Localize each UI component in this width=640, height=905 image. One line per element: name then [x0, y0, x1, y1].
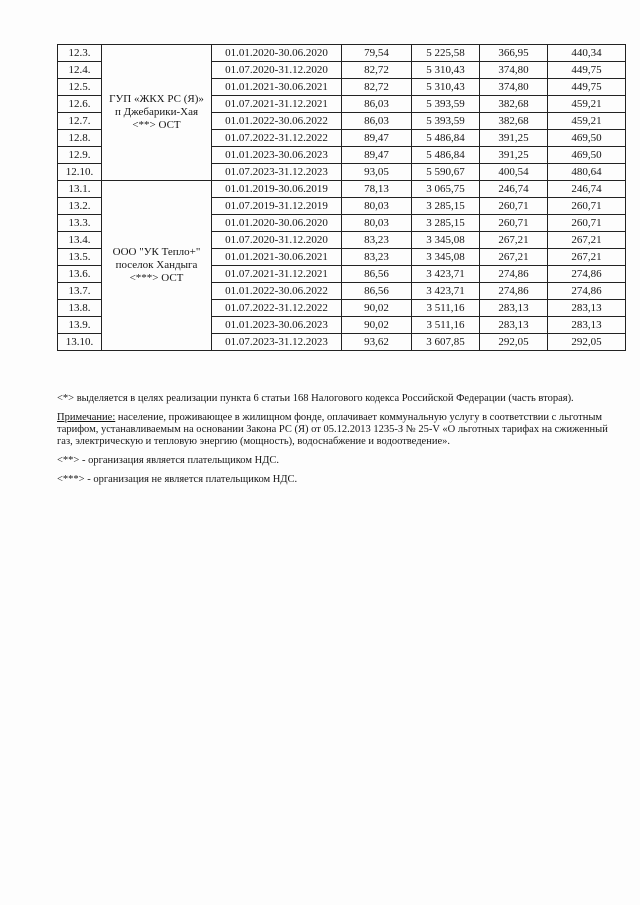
value-cell: 374,80 — [480, 62, 548, 79]
row-number: 13.2. — [58, 198, 102, 215]
value-cell: 3 511,16 — [412, 317, 480, 334]
value-cell: 80,03 — [342, 215, 412, 232]
value-cell: 260,71 — [548, 215, 626, 232]
period-cell: 01.07.2021-31.12.2021 — [212, 96, 342, 113]
period-cell: 01.07.2023-31.12.2023 — [212, 164, 342, 181]
value-cell: 93,62 — [342, 334, 412, 351]
period-cell: 01.01.2020-30.06.2020 — [212, 45, 342, 62]
row-number: 13.4. — [58, 232, 102, 249]
value-cell: 366,95 — [480, 45, 548, 62]
value-cell: 267,21 — [548, 249, 626, 266]
row-number: 13.1. — [58, 181, 102, 198]
notes-section — [57, 393, 623, 493]
row-number: 13.7. — [58, 283, 102, 300]
row-number: 13.6. — [58, 266, 102, 283]
row-number: 12.3. — [58, 45, 102, 62]
row-number: 13.10. — [58, 334, 102, 351]
value-cell: 86,56 — [342, 283, 412, 300]
value-cell: 440,34 — [548, 45, 626, 62]
value-cell: 274,86 — [480, 283, 548, 300]
period-cell: 01.07.2020-31.12.2020 — [212, 62, 342, 79]
row-number: 12.9. — [58, 147, 102, 164]
value-cell: 260,71 — [480, 198, 548, 215]
value-cell: 246,74 — [548, 181, 626, 198]
table-row — [58, 181, 626, 198]
value-cell: 82,72 — [342, 62, 412, 79]
value-cell: 459,21 — [548, 113, 626, 130]
row-number: 13.9. — [58, 317, 102, 334]
period-cell: 01.07.2022-31.12.2022 — [212, 300, 342, 317]
value-cell: 400,54 — [480, 164, 548, 181]
value-cell: 283,13 — [548, 300, 626, 317]
period-cell: 01.07.2021-31.12.2021 — [212, 266, 342, 283]
row-number: 12.6. — [58, 96, 102, 113]
value-cell: 292,05 — [548, 334, 626, 351]
value-cell: 3 423,71 — [412, 266, 480, 283]
organization-name: ООО "УК Тепло+" поселок Хандыга <***> ОСТ — [102, 181, 212, 351]
period-cell: 01.01.2022-30.06.2022 — [212, 283, 342, 300]
value-cell: 391,25 — [480, 147, 548, 164]
period-cell: 01.07.2020-31.12.2020 — [212, 232, 342, 249]
value-cell: 3 511,16 — [412, 300, 480, 317]
value-cell: 449,75 — [548, 79, 626, 96]
row-number: 12.4. — [58, 62, 102, 79]
row-number: 13.5. — [58, 249, 102, 266]
value-cell: 3 285,15 — [412, 215, 480, 232]
value-cell: 3 345,08 — [412, 249, 480, 266]
value-cell: 374,80 — [480, 79, 548, 96]
value-cell: 469,50 — [548, 147, 626, 164]
value-cell: 5 486,84 — [412, 130, 480, 147]
period-cell: 01.07.2022-31.12.2022 — [212, 130, 342, 147]
value-cell: 5 486,84 — [412, 147, 480, 164]
value-cell: 480,64 — [548, 164, 626, 181]
value-cell: 391,25 — [480, 130, 548, 147]
row-number: 12.10. — [58, 164, 102, 181]
period-cell: 01.01.2022-30.06.2022 — [212, 113, 342, 130]
period-cell: 01.01.2023-30.06.2023 — [212, 317, 342, 334]
remark-label: Примечание: — [57, 412, 116, 423]
value-cell: 3 345,08 — [412, 232, 480, 249]
value-cell: 267,21 — [548, 232, 626, 249]
value-cell: 283,13 — [480, 317, 548, 334]
value-cell: 274,86 — [548, 266, 626, 283]
tariff-table — [57, 44, 626, 351]
value-cell: 89,47 — [342, 147, 412, 164]
value-cell: 86,03 — [342, 96, 412, 113]
value-cell: 5 590,67 — [412, 164, 480, 181]
value-cell: 260,71 — [548, 198, 626, 215]
value-cell: 79,54 — [342, 45, 412, 62]
value-cell: 90,02 — [342, 300, 412, 317]
remark — [57, 412, 623, 448]
value-cell: 89,47 — [342, 130, 412, 147]
value-cell: 3 065,75 — [412, 181, 480, 198]
value-cell: 267,21 — [480, 232, 548, 249]
remark-text: население, проживающее в жилищном фонде, оплачивает коммунальную услугу в соответствии с льготным тарифом, устанавливаемым на основании Закона РС (Я) от 05.12.2013 1235-З № 25-V «О льготных тарифах на сжиженный газ, электрическую и тепловую энергию (мощность), водоснабжение и водоотведение». — [57, 412, 608, 447]
value-cell: 469,50 — [548, 130, 626, 147]
tariff-table-body — [58, 45, 626, 351]
value-cell: 86,56 — [342, 266, 412, 283]
period-cell: 01.01.2021-30.06.2021 — [212, 249, 342, 266]
value-cell: 82,72 — [342, 79, 412, 96]
value-cell: 5 393,59 — [412, 113, 480, 130]
value-cell: 80,03 — [342, 198, 412, 215]
value-cell: 260,71 — [480, 215, 548, 232]
value-cell: 449,75 — [548, 62, 626, 79]
period-cell: 01.01.2023-30.06.2023 — [212, 147, 342, 164]
value-cell: 90,02 — [342, 317, 412, 334]
value-cell: 382,68 — [480, 113, 548, 130]
value-cell: 78,13 — [342, 181, 412, 198]
value-cell: 5 225,58 — [412, 45, 480, 62]
row-number: 12.7. — [58, 113, 102, 130]
value-cell: 292,05 — [480, 334, 548, 351]
value-cell: 382,68 — [480, 96, 548, 113]
value-cell: 246,74 — [480, 181, 548, 198]
value-cell: 274,86 — [548, 283, 626, 300]
value-cell: 5 393,59 — [412, 96, 480, 113]
organization-name: ГУП «ЖКХ РС (Я)» п Джебарики-Хая <**> ОСТ — [102, 45, 212, 181]
row-number: 13.3. — [58, 215, 102, 232]
value-cell: 83,23 — [342, 232, 412, 249]
value-cell: 274,86 — [480, 266, 548, 283]
row-number: 12.5. — [58, 79, 102, 96]
value-cell: 459,21 — [548, 96, 626, 113]
period-cell: 01.01.2021-30.06.2021 — [212, 79, 342, 96]
value-cell: 3 423,71 — [412, 283, 480, 300]
period-cell: 01.07.2023-31.12.2023 — [212, 334, 342, 351]
period-cell: 01.01.2020-30.06.2020 — [212, 215, 342, 232]
value-cell: 3 285,15 — [412, 198, 480, 215]
value-cell: 267,21 — [480, 249, 548, 266]
footnote-star: <*> выделяется в целях реализации пункта 6 статьи 168 Налогового кодекса Российской Федерации (часть вторая). — [57, 393, 574, 404]
row-number: 12.8. — [58, 130, 102, 147]
value-cell: 83,23 — [342, 249, 412, 266]
value-cell: 86,03 — [342, 113, 412, 130]
table-row — [58, 45, 626, 62]
value-cell: 93,05 — [342, 164, 412, 181]
value-cell: 5 310,43 — [412, 62, 480, 79]
period-cell: 01.07.2019-31.12.2019 — [212, 198, 342, 215]
footnote-vat-payer: <**> - организация является плательщиком НДС. — [57, 455, 279, 466]
value-cell: 3 607,85 — [412, 334, 480, 351]
value-cell: 283,13 — [548, 317, 626, 334]
footnote-non-vat-payer: <***> - организация не является плательщиком НДС. — [57, 474, 298, 485]
row-number: 13.8. — [58, 300, 102, 317]
period-cell: 01.01.2019-30.06.2019 — [212, 181, 342, 198]
value-cell: 283,13 — [480, 300, 548, 317]
value-cell: 5 310,43 — [412, 79, 480, 96]
